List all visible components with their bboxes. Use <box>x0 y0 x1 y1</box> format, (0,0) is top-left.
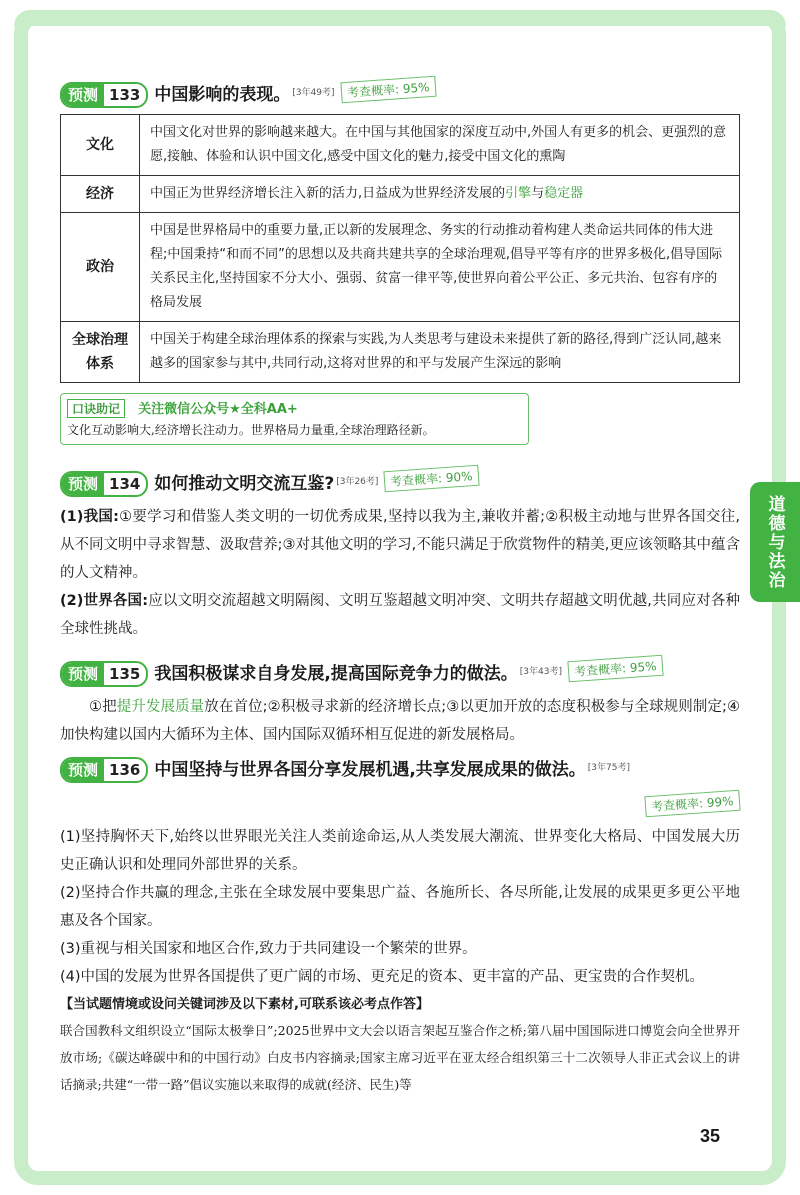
q136-item-1: (1)坚持胸怀天下,始终以世界眼光关注人类前途命运,从人类发展大潮流、世界变化大格局、中国发展大历史正确认识和处理同外部世界的关系。 <box>60 829 740 873</box>
row-value-text: 中国正为世界经济增长注入新的活力,日益成为世界经济发展的 <box>150 186 506 201</box>
q134-item-1-text: ①要学习和借鉴人类文明的一切优秀成果,坚持以我为主,兼收并蓄;②积极主动地与世界各国交往,从不同文明中寻求智慧、汲取营养;③对其他文明的学习,不能只满足于欣赏物件的精美,更应该领略其中蕴含的人文精神。 <box>60 509 740 581</box>
q135-badge <box>60 661 148 687</box>
row-key: 全球治理体系 <box>61 322 140 383</box>
q136-item-2: (2)坚持合作共赢的理念,主张在全球发展中要集思广益、各施所长、各尽所能,让发展的成果更多更公平地惠及各个国家。 <box>60 885 740 929</box>
q136-badge-number: 136 <box>109 761 141 779</box>
q134-item-2-text: 应以文明交流超越文明隔阂、文明互鉴超越文明冲突、文明共存超越文明优越,共同应对各种全球性挑战。 <box>60 593 740 637</box>
page-number: 35 <box>700 1126 721 1146</box>
q136-probability-stamp: 考查概率: 99% <box>645 790 741 818</box>
q134-title: 如何推动文明交流互鉴? <box>154 474 335 494</box>
row-key: 政治 <box>61 213 140 322</box>
mnemonic-tag: 口诀助记 <box>67 399 125 418</box>
table-row <box>61 176 740 213</box>
q136-badge-label: 预测 <box>62 759 104 781</box>
q134-item-1 <box>60 503 740 587</box>
page-top-border <box>14 10 786 26</box>
row-key: 经济 <box>61 176 140 213</box>
q136-note: 联合国教科文组织设立“国际太极拳日”;2025世界中文大会以语言架起互鉴合作之桥;第八届中国国际进口博览会向全世界开放市场;《碳达峰碳中和的中国行动》白皮书内容摘录;国家主席习近平在亚太经合组织第三十二次领导人非正式会议上的讲话摘录;共建“一带一路”倡议实施以来取得的成就(经济、民生)等 <box>60 1023 740 1092</box>
q133-header <box>60 78 740 108</box>
q135-answer-text: ①把 <box>89 699 117 715</box>
q136-header <box>60 753 740 783</box>
q134-item-1-label: (1)我国: <box>60 509 119 525</box>
q135-frequency: [3年43考] <box>519 667 562 677</box>
q135-answer <box>60 693 740 749</box>
highlight-term: 提升发展质量 <box>116 699 205 715</box>
q134-item-2-label: (2)世界各国: <box>60 593 149 609</box>
q134-header <box>60 467 740 497</box>
table-row <box>61 322 740 383</box>
q136-title: 中国坚持与世界各国分享发展机遇,共享发展成果的做法。 <box>154 760 586 780</box>
q135-badge-number: 135 <box>109 665 141 683</box>
row-value-text: 与 <box>531 186 545 201</box>
row-value: 中国是世界格局中的重要力量,正以新的发展理念、务实的行动推动着构建人类命运共同体的伟大进程;中国秉持“和而不同”的思想以及共商共建共享的全球治理观,倡导平等有序的世界多极化,倡导国际关系民主化,坚持国家不分大小、强弱、贫富一律平等,使世界向着公平公正、多元共治、包容有序的格局发展 <box>140 213 740 322</box>
q133-table <box>60 114 740 383</box>
q133-frequency: [3年49考] <box>292 88 335 98</box>
row-key: 文化 <box>61 115 140 176</box>
q133-title: 中国影响的表现。 <box>154 85 291 105</box>
highlight-term: 稳定器 <box>544 186 584 201</box>
row-value <box>140 176 740 213</box>
q134-frequency: [3年26考] <box>336 477 379 487</box>
mnemonic-text: 文化互动影响大,经济增长注动力。世界格局力量重,全球治理路径新。 <box>67 423 435 437</box>
q136-item-3: (3)重视与相关国家和地区合作,致力于共同建设一个繁荣的世界。 <box>60 941 477 957</box>
q134-item-2 <box>60 587 740 643</box>
table-row <box>61 213 740 322</box>
q136-frequency: [3年75考] <box>587 763 630 773</box>
q135-badge-label: 预测 <box>62 663 104 685</box>
q134-badge <box>60 471 148 497</box>
mnemonic-box <box>60 393 529 445</box>
q135-header <box>60 657 740 687</box>
q134-badge-label: 预测 <box>62 473 104 495</box>
q133-badge-label: 预测 <box>62 84 104 106</box>
q135-title: 我国积极谋求自身发展,提高国际竞争力的做法。 <box>154 664 518 684</box>
q134-probability-stamp: 考查概率: 90% <box>384 465 480 493</box>
q134-badge-number: 134 <box>109 475 141 493</box>
q133-badge-number: 133 <box>109 86 141 104</box>
main-content <box>60 78 740 1098</box>
row-value: 中国关于构建全球治理体系的探索与实践,为人类思考与建设未来提供了新的路径,得到广泛认同,越来越多的国家参与其中,共同行动,这将对世界的和平与发展产生深远的影响 <box>140 322 740 383</box>
wechat-promo: 关注微信公众号★全科AA+ <box>138 402 298 417</box>
subject-side-tab: 道德与法治 <box>750 482 800 602</box>
highlight-term: 引擎 <box>505 186 532 201</box>
q135-answer-text: 放在首位;②积极寻求新的经济增长点;③以更加开放的态度积极参与全球规则制定;④加快构建以国内大循环为主体、国内国际双循环相互促进的新发展格局。 <box>60 699 741 743</box>
table-row <box>61 115 740 176</box>
q133-badge <box>60 82 148 108</box>
q136-probability-row <box>60 789 740 819</box>
q136-note-title: 【当试题情境或设问关键词涉及以下素材,可联系该必考点作答】 <box>60 997 429 1012</box>
q133-probability-stamp: 考查概率: 95% <box>340 76 436 104</box>
q136-badge <box>60 757 148 783</box>
q135-probability-stamp: 考查概率: 95% <box>567 655 663 683</box>
q136-item-4: (4)中国的发展为世界各国提供了更广阔的市场、更充足的资本、更丰富的产品、更宝贵的合作契机。 <box>60 969 705 985</box>
row-value: 中国文化对世界的影响越来越大。在中国与其他国家的深度互动中,外国人有更多的机会、更强烈的意愿,接触、体验和认识中国文化,感受中国文化的魅力,接受中国文化的熏陶 <box>140 115 740 176</box>
